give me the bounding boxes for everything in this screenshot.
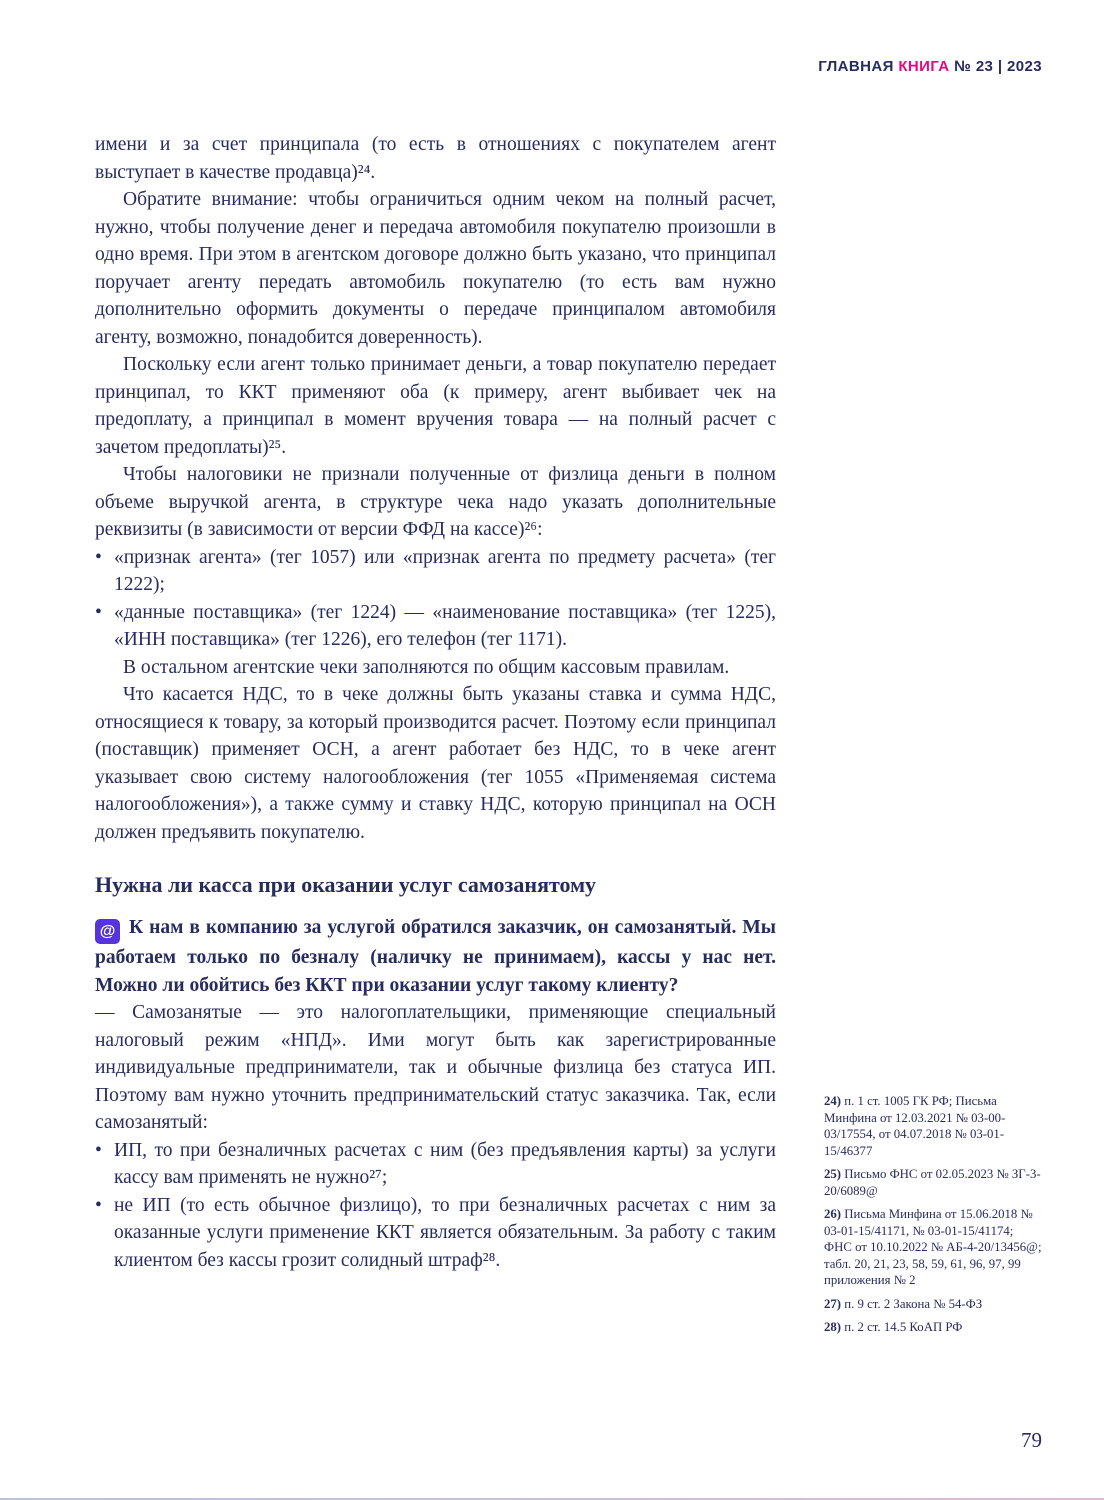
paragraph: имени и за счет принципала (то есть в отношениях с покупателем агент выступает в качестве продавца)²⁴. — [95, 134, 776, 183]
answer-paragraph: — Самозанятые — это налогоплательщики, применяющие специальный налоговый режим «НПД». Ими могут быть как зарегистрированные индивидуальные предприниматели, так и обычные физлица без статуса ИП. Поэтому вам нужно уточнить предпринимательский статус заказчика. Так, если самозанятый: — [95, 1002, 776, 1133]
journal-issue: № 23 | 2023 — [954, 58, 1042, 75]
list-item — [95, 1192, 776, 1275]
footnote-text: п. 2 ст. 14.5 КоАП РФ — [844, 1320, 963, 1334]
footnote-number: 26) — [824, 1207, 842, 1221]
list-item — [95, 599, 776, 654]
list-item-text: «признак агента» (тег 1057) или «признак агента по предмету расчета» (тег 1222); — [114, 546, 776, 595]
footnote — [824, 1296, 1043, 1313]
reader-question-icon: @ — [95, 919, 120, 944]
footnote — [824, 1093, 1043, 1159]
question-text: К нам в компанию за услугой обратился заказчик, он самозанятый. Мы работаем только по безналу (наличку не принимаем), кассы у нас нет. Можно ли обойтись без ККТ при оказании услуг такому клиенту? — [95, 917, 776, 996]
journal-title-accent: КНИГА — [898, 58, 950, 75]
footnotes-sidebar — [824, 1093, 1043, 1343]
list-item-text: не ИП (то есть обычное физлицо), то при безналичных расчетах с ним за оказанные услуги применение ККТ является обязательным. За работу с таким клиентом без кассы грозит солидный штраф²⁸. — [114, 1194, 776, 1271]
paragraph: Поскольку если агент только принимает деньги, а товар покупателю передает принципал, то ККТ применяют оба (к примеру, агент выбивает чек на предоплату, а принципал в момент вручения товара — на полный расчет с зачетом предоплаты)²⁵. — [95, 354, 776, 458]
bullet-icon: • — [95, 601, 102, 623]
list-item — [95, 544, 776, 599]
journal-title-main: ГЛАВНАЯ — [818, 58, 894, 75]
journal-header — [818, 58, 1042, 75]
footnote-number: 27) — [824, 1296, 842, 1311]
list-item-text: «данные поставщика» (тег 1224) — «наименование поставщика» (тег 1225), «ИНН поставщика» (тег 1226), его телефон (тег 1171). — [114, 601, 776, 650]
footnote-number: 24) — [824, 1094, 842, 1108]
footnote — [824, 1166, 1043, 1199]
footnote-text: Письмо ФНС от 02.05.2023 № ЗГ-3-20/6089@ — [824, 1167, 1041, 1198]
footnote-number: 25) — [824, 1167, 842, 1181]
paragraph: Чтобы налоговики не признали полученные от физлица деньги в полном объеме выручкой агента, в структуре чека надо указать дополнительные реквизиты (в зависимости от версии ФФД на кассе)²⁶: — [95, 464, 776, 540]
paragraph: Что касается НДС, то в чеке должны быть указаны ставка и сумма НДС, относящиеся к товару, за который производится расчет. Поэтому если принципал (поставщик) применяет ОСН, а агент работает без НДС, то в чеке агент указывает свою систему налогообложения (тег 1055 «Применяемая система налогообложения»), а также сумму и ставку НДС, которую принципал на ОСН должен предъявить покупателю. — [95, 684, 776, 843]
footnote-text: п. 1 ст. 1005 ГК РФ; Письма Минфина от 12.03.2021 № 03-00-03/17554, от 04.07.2018 № 03-01-15/46377 — [824, 1094, 1006, 1158]
bullet-icon: • — [95, 1194, 102, 1216]
section-heading: Нужна ли касса при оказании услуг самозанятому — [95, 872, 597, 897]
bullet-icon: • — [95, 1139, 102, 1161]
bullet-icon: • — [95, 546, 102, 568]
paragraph: В остальном агентские чеки заполняются по общим кассовым правилам. — [123, 656, 730, 678]
footnote-text: Письма Минфина от 15.06.2018 № 03-01-15/41171, № 03-01-15/41174; ФНС от 10.10.2022 № АБ-4-20/13456@; табл. 20, 21, 23, 58, 59, 61, 96, 97, 99 приложения № 2 — [824, 1207, 1042, 1287]
footnote — [824, 1206, 1043, 1289]
question-paragraph — [95, 914, 776, 999]
footnote — [824, 1319, 1043, 1336]
article-body — [95, 131, 776, 1274]
footnote-number: 28) — [824, 1320, 842, 1334]
list-item-text: ИП, то при безналичных расчетах с ним (без предъявления карты) за услуги кассу вам применять не нужно²⁷; — [114, 1139, 776, 1188]
list-item — [95, 1137, 776, 1192]
footnote-text: п. 9 ст. 2 Закона № 54-ФЗ — [844, 1296, 983, 1311]
paragraph: Обратите внимание: чтобы ограничиться одним чеком на полный расчет, нужно, чтобы получение денег и передача автомобиля покупателю произошли в одно время. При этом в агентском договоре должно быть указано, что принципал поручает агенту передать автомобиль покупателю (то есть вам нужно дополнительно оформить документы о передаче принципалом автомобиля агенту, возможно, понадобится доверенность). — [95, 189, 776, 348]
page-number: 79 — [1021, 1428, 1042, 1452]
